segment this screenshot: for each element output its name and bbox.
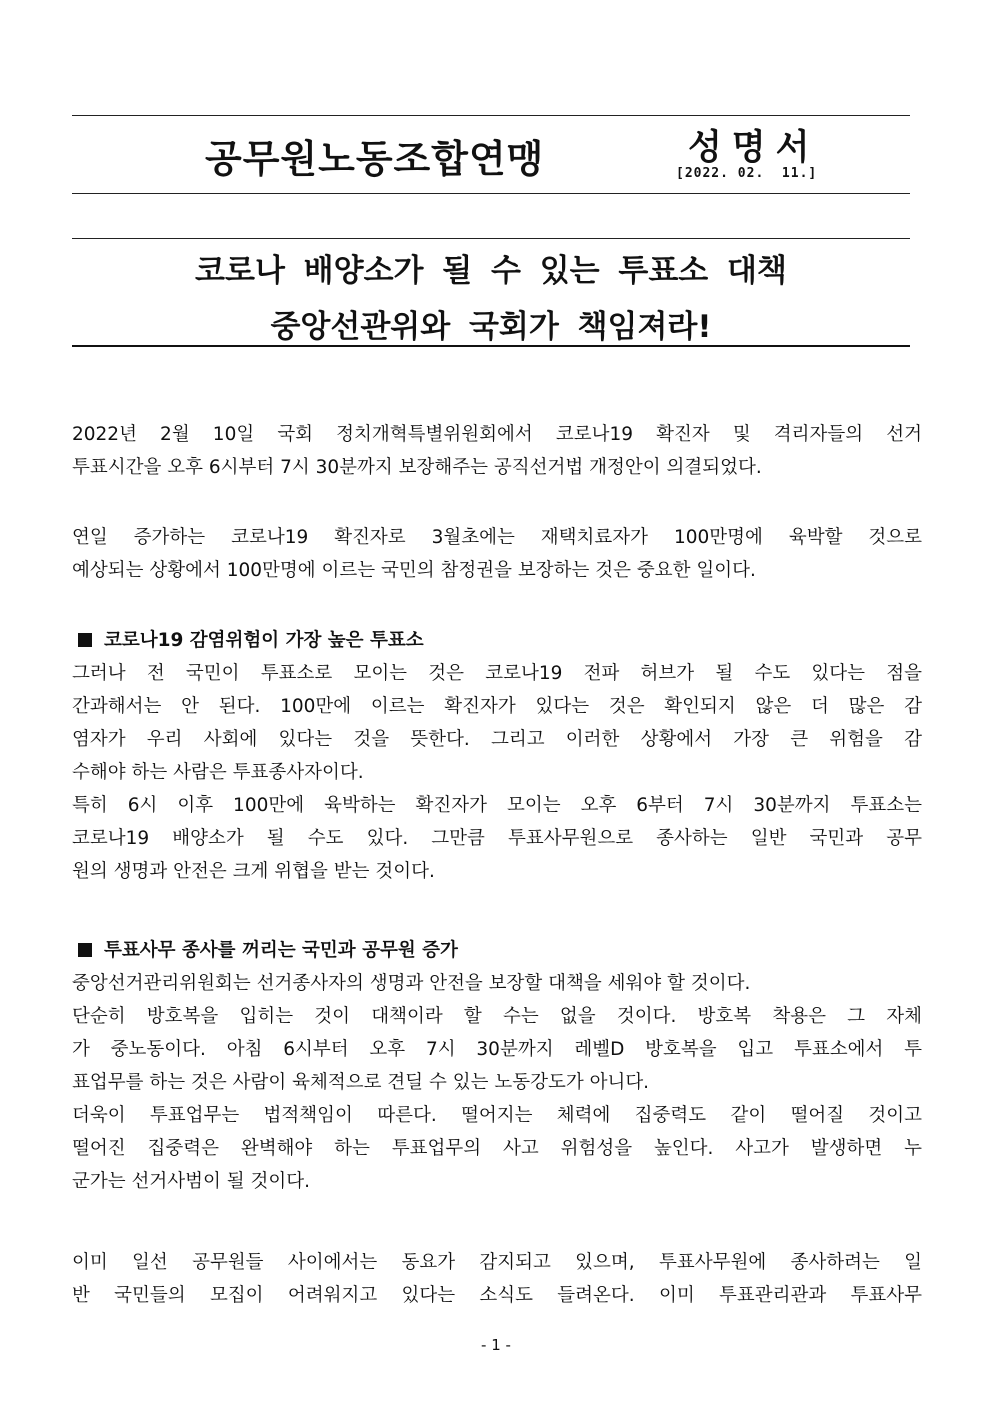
section-line: 떨어진 집중력은 완벽해야 하는 투표업무의 사고 위험성을 높인다. 사고가 발생하면 누 [72,1138,922,1159]
section-line: 군가는 선거사범이 될 것이다. [72,1171,310,1192]
section-heading [72,934,922,967]
headline-line-2: 중앙선관위와 국회가 책임져라! [270,309,712,345]
paragraph-2 [72,521,922,587]
section-heading [72,624,922,657]
paragraph-line: 반 국민들의 모집이 어려워지고 있다는 소식도 들려온다. 이미 투표관리관과 투표사무 [72,1285,922,1306]
section-heading-text: 코로나19 감염위험이 가장 높은 투표소 [104,630,424,651]
document-date: [2022. 02. 11.] [676,166,818,181]
headline-bottom-rule [72,345,910,347]
section-line: 표업무를 하는 것은 사람이 육체적으로 견딜 수 있는 노동강도가 아니다. [72,1072,650,1093]
section-line: 코로나19 배양소가 될 수도 있다. 그만큼 투표사무원으로 종사하는 일반 국민과 공무 [72,828,922,849]
square-bullet-icon [78,943,92,957]
section-line: 그러나 전 국민이 투표소로 모이는 것은 코로나19 전파 허브가 될 수도 있다는 점을 [72,663,922,684]
section-line: 간과해서는 안 된다. 100만에 이르는 확진자가 있다는 것은 확인되지 않은 더 많은 감 [72,696,922,717]
page-number: - 1 - [481,1336,511,1354]
section-line: 더욱이 투표업무는 법적책임이 따른다. 떨어지는 체력에 집중력도 같이 떨어질 것이고 [72,1105,922,1126]
headline-line-1: 코로나 배양소가 될 수 있는 투표소 대책 [195,253,787,289]
header-top-rule [72,115,910,116]
section-line: 가 중노동이다. 아침 6시부터 오후 7시 30분까지 레벨D 방호복을 입고 투표소에서 투 [72,1039,922,1060]
document-type-title: 성명서 [688,128,820,168]
closing-paragraph [72,1246,922,1312]
section-line: 특히 6시 이후 100만에 육박하는 확진자가 모이는 오후 6부터 7시 30분까지 투표소는 [72,795,922,816]
paragraph-line: 2022년 2월 10일 국회 정치개혁특별위원회에서 코로나19 확진자 및 격리자들의 선거 [72,424,922,445]
section-line: 중앙선거관리위원회는 선거종사자의 생명과 안전을 보장할 대책을 세워야 할 것이다. [72,973,751,994]
paragraph-line: 연일 증가하는 코로나19 확진자로 3월초에는 재택치료자가 100만명에 육박할 것으로 [72,527,922,548]
section-2 [72,934,922,1198]
paragraph-line: 이미 일선 공무원들 사이에서는 동요가 감지되고 있으며, 투표사무원에 종사하려는 일 [72,1252,922,1273]
header-bottom-rule [72,193,910,194]
square-bullet-icon [78,633,92,647]
section-line: 원의 생명과 안전은 크게 위협을 받는 것이다. [72,861,435,882]
paragraph-line: 예상되는 상황에서 100만명에 이르는 국민의 참정권을 보장하는 것은 중요한 일이다. [72,560,756,581]
section-line: 단순히 방호복을 입히는 것이 대책이라 할 수는 없을 것이다. 방호복 착용은 그 자체 [72,1006,922,1027]
organization-name: 공무원노동조합연맹 [205,137,545,181]
section-line: 염자가 우리 사회에 있다는 것을 뜻한다. 그리고 이러한 상황에서 가장 큰 위험을 감 [72,729,922,750]
section-1 [72,624,922,888]
paragraph-1 [72,418,922,484]
paragraph-line: 투표시간을 오후 6시부터 7시 30분까지 보장해주는 공직선거법 개정안이 의결되었다. [72,457,762,478]
headline-top-rule [72,238,910,239]
section-line: 수해야 하는 사람은 투표종사자이다. [72,762,364,783]
section-heading-text: 투표사무 종사를 꺼리는 국민과 공무원 증가 [104,940,458,961]
